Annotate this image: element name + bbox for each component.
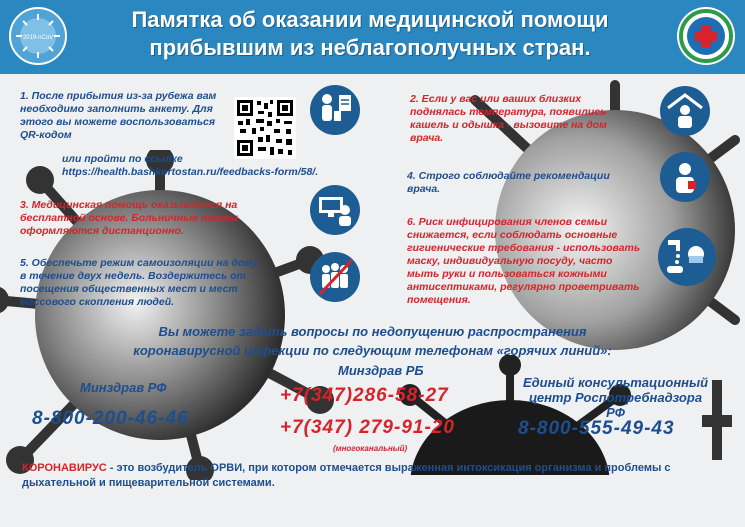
phone-minzdrav-rb-1[interactable]: +7(347)286-58-27 (280, 385, 449, 406)
ministry-emblem-icon (676, 6, 736, 66)
item-6-text: 6. Риск инфицирования членов семьи снижается, если соблюдать основные гигиенические требования - использовать маску, индивидуальную посуду, часто мыть руки и пользоваться кожными антисептиками, регулярно проветривать помещения. (407, 216, 641, 306)
footer-text (22, 461, 722, 491)
phone-minzdrav-rb-2[interactable]: +7(347) 279-91-20 (280, 417, 455, 438)
phone-minzdrav-rf[interactable]: 8-800-200-46-46 (32, 408, 189, 429)
hotlines-intro-line-1: Вы можете задать вопросы по недопущению распространения (158, 324, 587, 339)
item-4-text: 4. Строго соблюдайте рекомендации врача. (407, 170, 610, 195)
hotlines-intro (120, 322, 625, 360)
page-title (80, 6, 660, 62)
no-crowd-icon (310, 252, 360, 302)
item-1-link-intro: или пройти по ссылке (62, 153, 183, 165)
org-rospotrebnadzor-line-2: центр Роспотребнадзора РФ (528, 390, 703, 420)
telemedicine-doctor-icon (310, 185, 360, 235)
title-line-2: прибывшим из неблагополучных стран. (149, 35, 591, 60)
phone-minzdrav-rb-note: (многоканальный) (333, 444, 408, 453)
footer-body: - это возбудитель ОРВИ, при котором отмечается выраженная интоксикация организма и проблемы с дыхательной и пищеварительной системами. (22, 462, 671, 489)
traveler-checklist-icon (310, 85, 360, 135)
org-minzdrav-rf: Минздрав РФ (80, 380, 167, 395)
phone-rospotrebnadzor[interactable]: 8-800-555-49-43 (518, 418, 675, 439)
title-line-1: Памятка об оказании медицинской помощи (131, 7, 609, 32)
item-1-text: 1. После прибытия из-за рубежа вам необходимо заполнить анкету. Для этого вы можете воспользоваться QR-кодом (20, 90, 217, 141)
coronavirus-logo-icon (8, 6, 68, 66)
logo-text: 2019-nCoV (22, 35, 54, 41)
item-3-text: 3. Медицинская помощь оказывается на бесплатной основе. Больничные листы оформляются дистанционно. (20, 199, 238, 237)
doctor-consult-icon (660, 152, 710, 202)
qr-code-icon[interactable] (234, 97, 296, 159)
hygiene-icon (658, 228, 716, 286)
org-rospotrebnadzor (518, 375, 713, 420)
item-2-text: 2. Если у вас или ваших близких поднялась температура, появились кашель и одышка - вызовите на дом врача. (410, 93, 607, 144)
org-minzdrav-rb: Минздрав РБ (338, 363, 424, 378)
org-rospotrebnadzor-line-1: Единый консультационный (522, 375, 709, 390)
home-doctor-icon (660, 86, 710, 136)
item-5-text: 5. Обеспечьте режим самоизоляции на дому в течение двух недель. Воздержитесь от посещения общественных мест и мест массового скопления людей. (20, 257, 258, 308)
item-1-link[interactable]: https://health.bashkortostan.ru/feedbacks-form/58/. (62, 166, 319, 178)
footer-keyword: КОРОНАВИРУС (22, 462, 107, 474)
hotlines-intro-line-2: коронавирусной инфекции по следующим телефонам «горячих линий»: (133, 343, 612, 358)
